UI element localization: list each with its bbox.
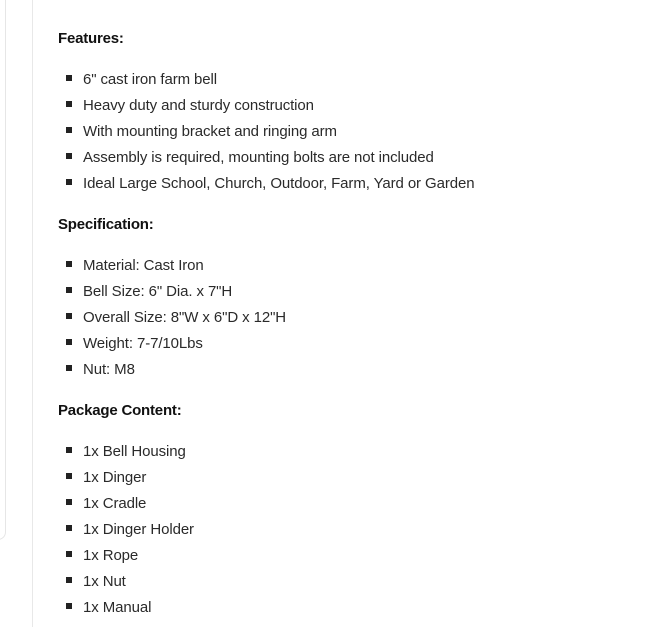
bullet-icon <box>66 127 72 133</box>
specification-heading: Specification: <box>58 216 154 233</box>
list-item: 1x Rope <box>66 543 138 569</box>
bullet-icon <box>66 499 72 505</box>
bullet-icon <box>66 365 72 371</box>
bullet-icon <box>66 179 72 185</box>
bullet-icon <box>66 339 72 345</box>
list-item: Nut: M8 <box>66 357 135 383</box>
bullet-icon <box>66 525 72 531</box>
bullet-icon <box>66 101 72 107</box>
bullet-icon <box>66 603 72 609</box>
list-item: 1x Manual <box>66 595 151 621</box>
list-item: 1x Nut <box>66 569 126 595</box>
list-item: Weight: 7-7/10Lbs <box>66 331 203 357</box>
package-content-heading: Package Content: <box>58 402 182 419</box>
list-item: 1x Dinger <box>66 465 146 491</box>
bullet-icon <box>66 287 72 293</box>
bullet-icon <box>66 313 72 319</box>
list-item: 1x Dinger Holder <box>66 517 194 543</box>
bullet-icon <box>66 153 72 159</box>
bullet-icon <box>66 447 72 453</box>
list-item: Material: Cast Iron <box>66 253 204 279</box>
bullet-icon <box>66 75 72 81</box>
list-item: Ideal Large School, Church, Outdoor, Farm, Yard or Garden <box>66 171 474 197</box>
bullet-icon <box>66 261 72 267</box>
left-card-edge <box>0 0 6 540</box>
bullet-icon <box>66 577 72 583</box>
list-item: Bell Size: 6" Dia. x 7"H <box>66 279 232 305</box>
features-heading: Features: <box>58 30 124 47</box>
bullet-icon <box>66 473 72 479</box>
list-item: Overall Size: 8"W x 6"D x 12"H <box>66 305 286 331</box>
list-item: Heavy duty and sturdy construction <box>66 93 314 119</box>
list-item: Assembly is required, mounting bolts are not included <box>66 145 434 171</box>
list-item: 6" cast iron farm bell <box>66 67 217 93</box>
list-item: 1x Cradle <box>66 491 146 517</box>
list-item: 1x Bell Housing <box>66 439 186 465</box>
bullet-icon <box>66 551 72 557</box>
list-item: With mounting bracket and ringing arm <box>66 119 337 145</box>
